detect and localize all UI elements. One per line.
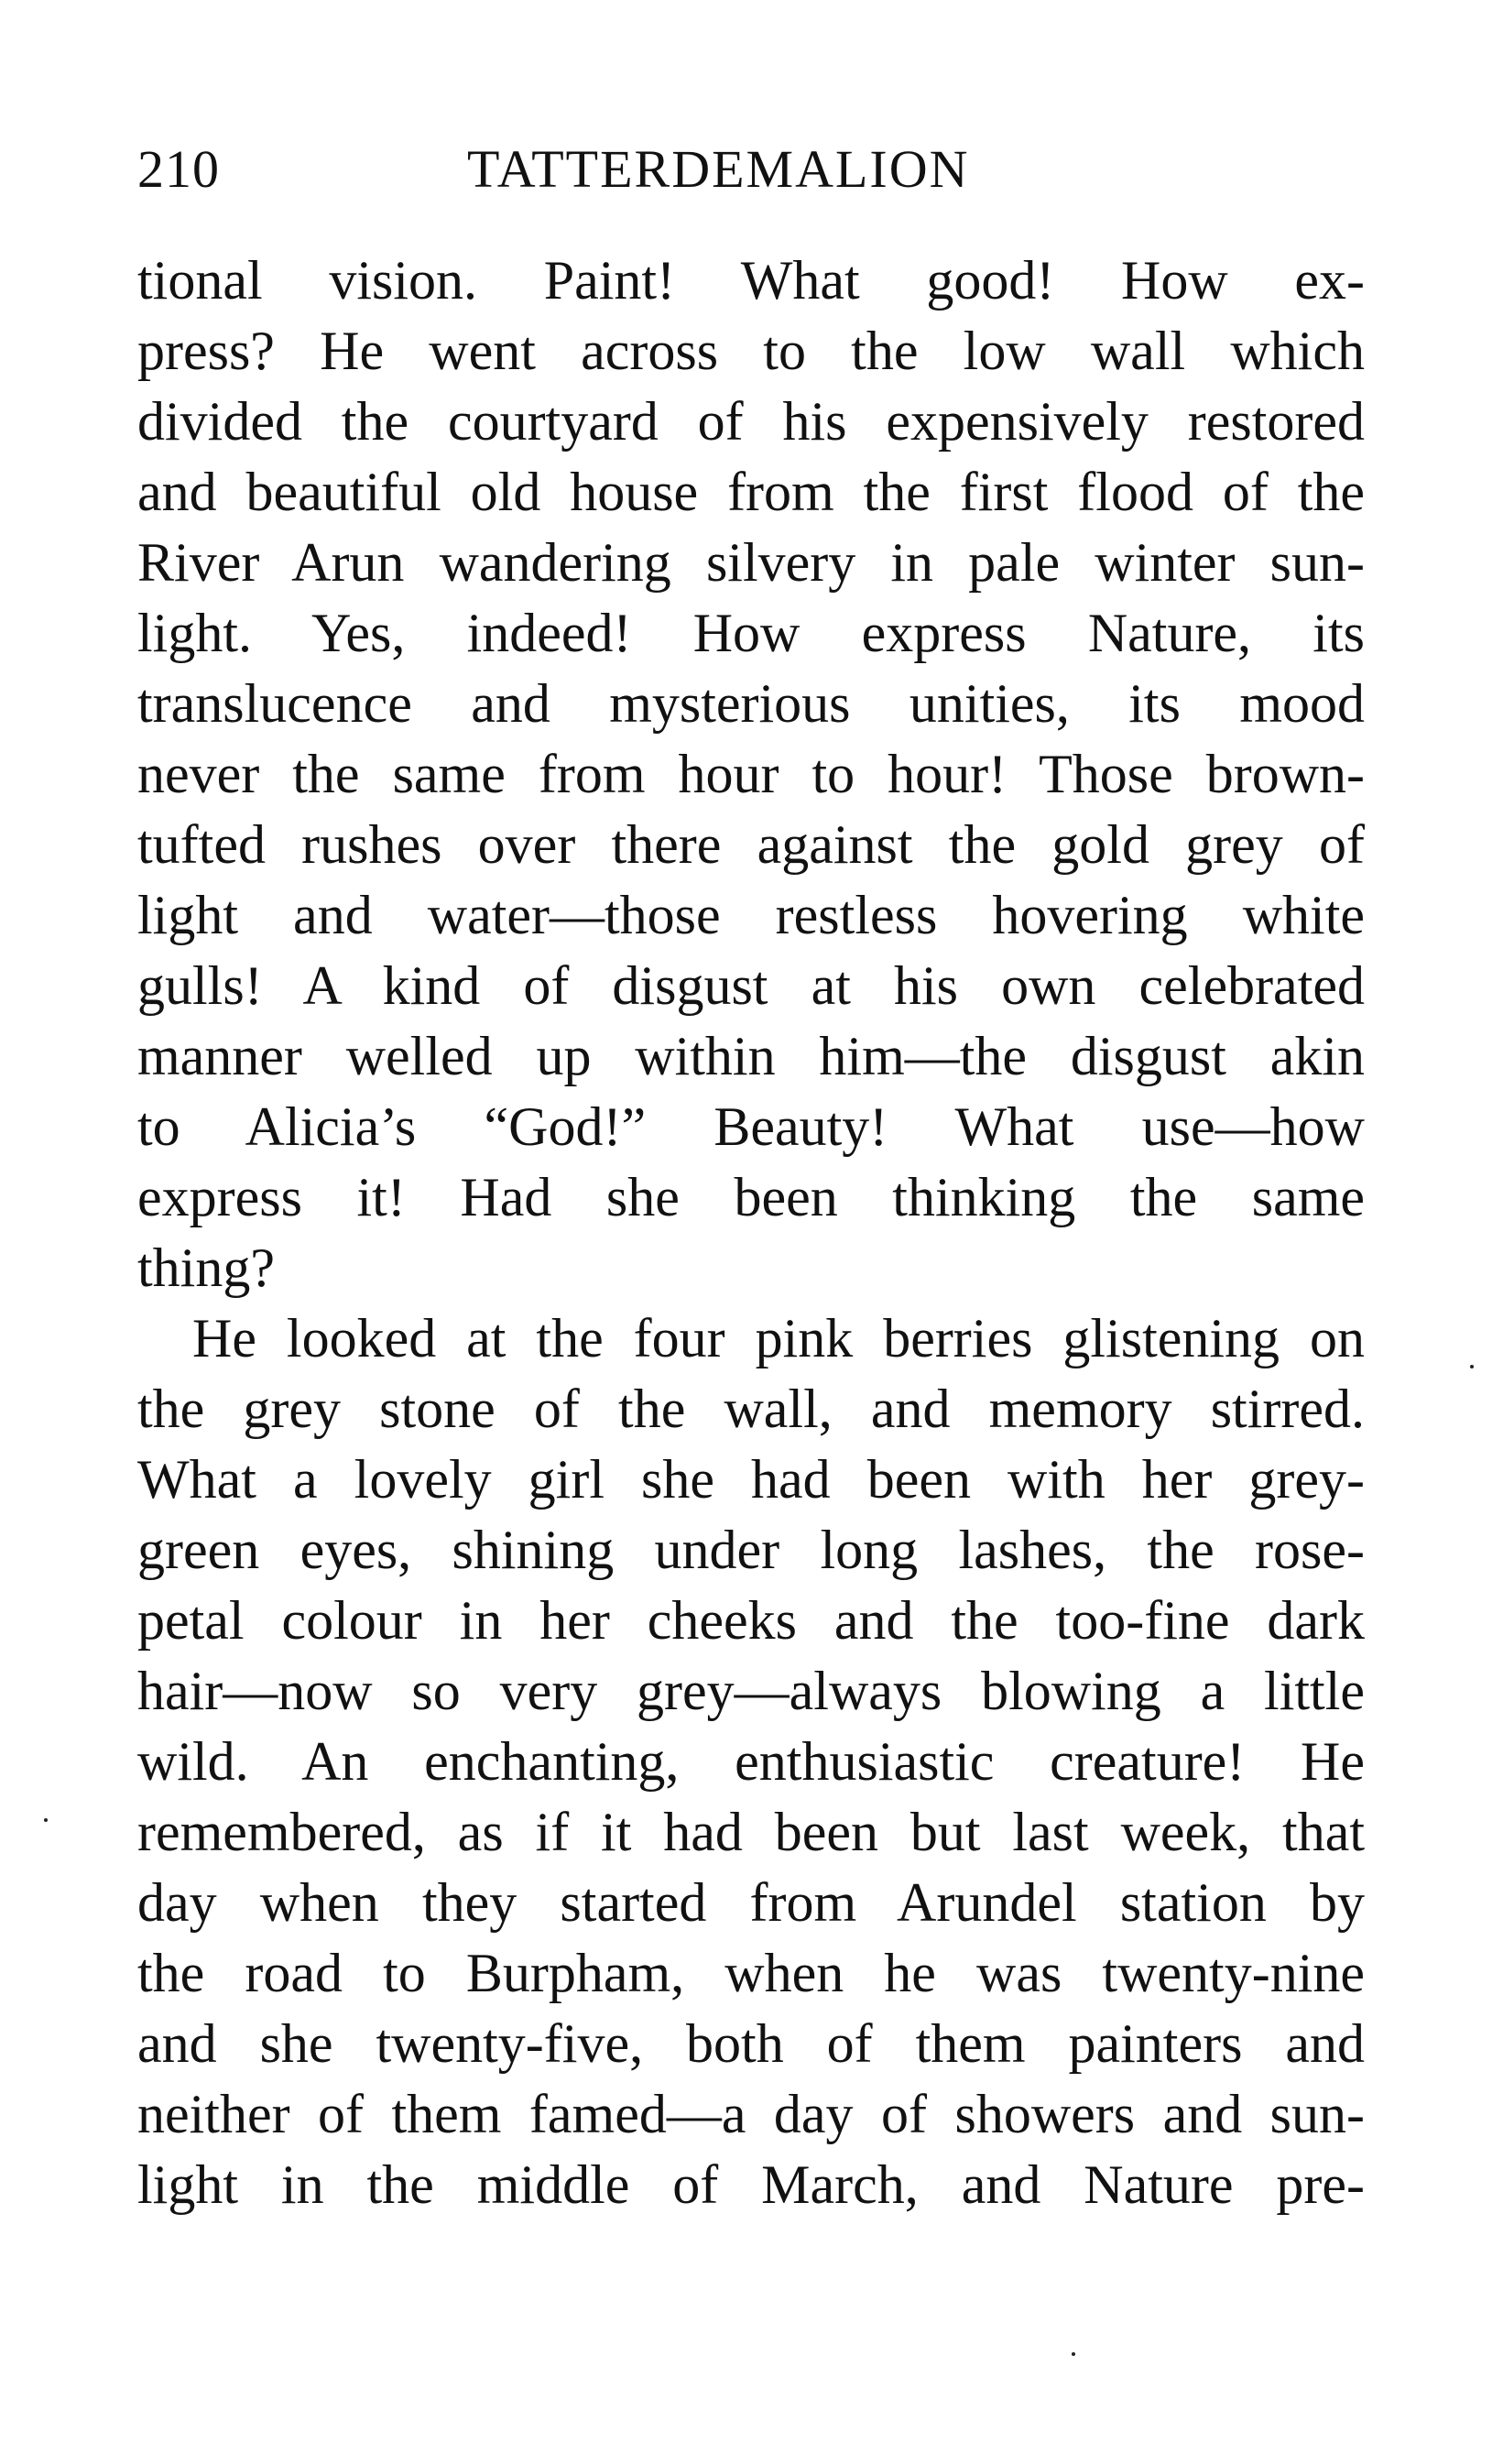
paragraph	[137, 245, 1365, 1303]
text-line: thing?	[137, 1237, 275, 1298]
body-text	[137, 245, 1365, 2220]
text-line: day when they started from Arundel station by	[137, 1872, 1365, 1933]
text-line: neither of them famed—a day of showers and sun-	[137, 2084, 1365, 2144]
text-line: and she twenty-five, both of them painters and	[137, 2013, 1365, 2074]
text-line: translucence and mysterious unities, its mood	[137, 673, 1365, 734]
text-line: wild. An enchanting, enthusiastic creature! He	[137, 1731, 1365, 1792]
text-line: to Alicia’s “God!” Beauty! What use—how	[137, 1096, 1365, 1157]
text-line: tufted rushes over there against the gold grey of	[137, 814, 1365, 875]
text-line: hair—now so very grey—always blowing a little	[137, 1661, 1365, 1721]
text-line: What a lovely girl she had been with her grey-	[137, 1449, 1365, 1510]
text-line: He looked at the four pink berries glistening on	[192, 1308, 1365, 1368]
text-line: press? He went across to the low wall which	[137, 321, 1365, 381]
text-line: tional vision. Paint! What good! How ex-	[137, 250, 1365, 311]
page-header	[137, 137, 1365, 202]
text-line: petal colour in her cheeks and the too-fine dark	[137, 1590, 1365, 1651]
text-line: green eyes, shining under long lashes, the rose-	[137, 1520, 1365, 1580]
text-line: and beautiful old house from the first flood of the	[137, 462, 1365, 522]
text-line: express it! Had she been thinking the same	[137, 1167, 1365, 1227]
text-line: light in the middle of March, and Nature pre-	[137, 2154, 1365, 2215]
paragraph	[137, 1303, 1365, 2220]
scan-speck	[1072, 2352, 1075, 2356]
text-line: light and water—those restless hovering white	[137, 885, 1365, 945]
scan-speck	[1470, 1365, 1474, 1368]
text-line: remembered, as if it had been but last week, that	[137, 1802, 1365, 1862]
text-line: divided the courtyard of his expensively restored	[137, 391, 1365, 452]
text-line: the road to Burpham, when he was twenty-nine	[137, 1943, 1365, 2003]
scan-speck	[44, 1818, 48, 1822]
text-line: light. Yes, indeed! How express Nature, its	[137, 603, 1365, 663]
text-line: gulls! A kind of disgust at his own celebrated	[137, 955, 1365, 1016]
page-number: 210	[137, 139, 220, 199]
text-line: River Arun wandering silvery in pale winter sun-	[137, 532, 1365, 593]
running-title: TATTERDEMALION	[467, 139, 970, 199]
text-line: the grey stone of the wall, and memory stirred.	[137, 1379, 1365, 1439]
text-line: manner welled up within him—the disgust akin	[137, 1026, 1365, 1086]
text-line: never the same from hour to hour! Those brown-	[137, 744, 1365, 804]
